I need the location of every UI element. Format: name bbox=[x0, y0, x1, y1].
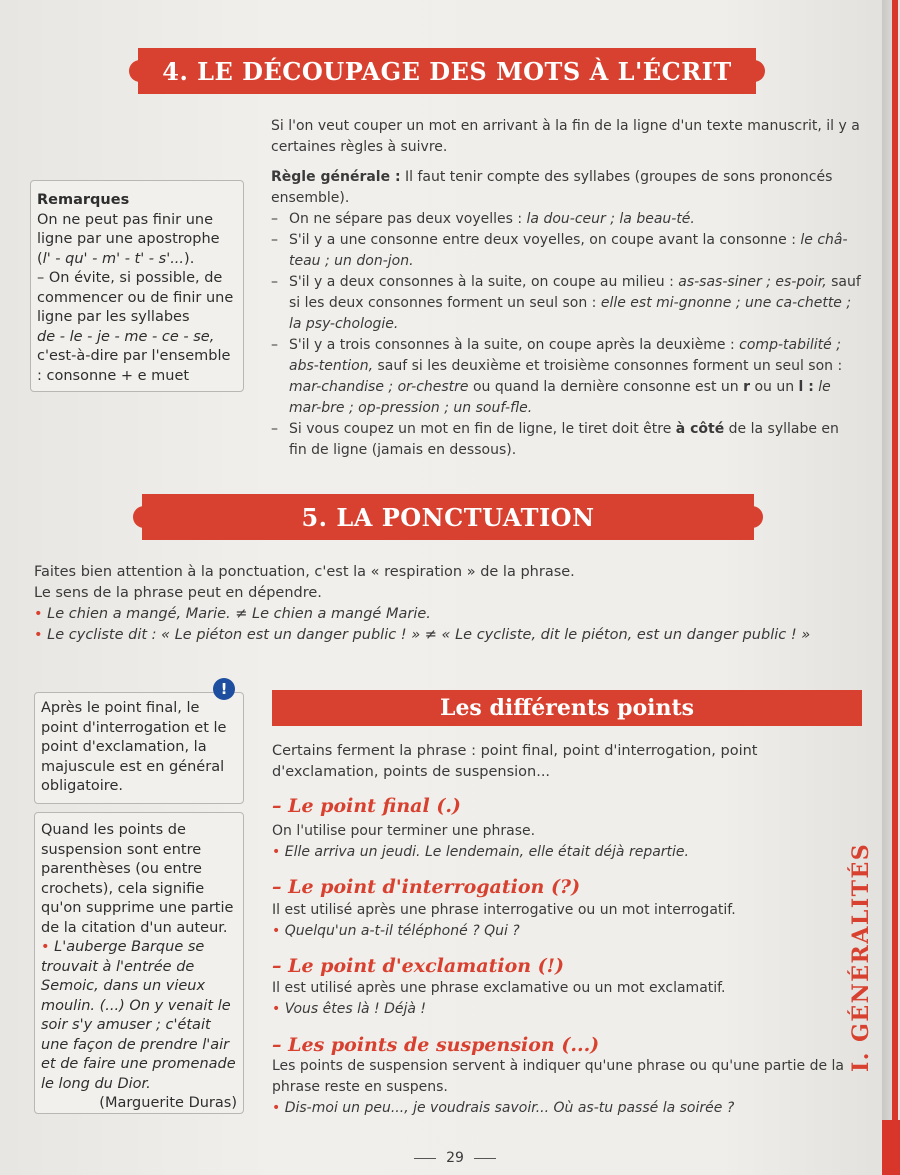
rule-item: – Si vous coupez un mot en fin de ligne, le tiret doit être à côté de la syllabe en fin de ligne (jamais en dessous). bbox=[271, 419, 861, 461]
rule-list bbox=[271, 209, 861, 461]
section-5-banner bbox=[142, 494, 754, 540]
remarques-title: Remarques bbox=[37, 192, 130, 208]
quote-intro: Quand les points de suspension sont entre parenthèses (ou entre crochets), cela signifie qu'on supprime une partie de la citation d'un auteur. bbox=[41, 822, 234, 936]
rule-item: – On ne sépare pas deux voyelles : la dou-ceur ; la beau-té. bbox=[271, 209, 861, 230]
section-4-rules bbox=[271, 167, 861, 461]
section-4-intro: Si l'on veut couper un mot en arrivant à la fin de la ligne d'un texte manuscrit, il y a certaines règles à suivre. bbox=[271, 118, 860, 155]
point-final-text: On l'utilise pour terminer une phrase. • Elle arriva un jeudi. Le lendemain, elle était déjà repartie. bbox=[272, 823, 689, 860]
section-5-line1: Faites bien attention à la ponctuation, c'est la « respiration » de la phrase. bbox=[34, 564, 575, 580]
remarques-text: On ne peut pas finir une ligne par une apostrophe (l' - qu' - m' - t' - s'...). – On évite, si possible, de commencer ou de finir une ligne par les syllabes de - le - je - me - ce - se, c'est-à-dire par l'ensemble : consonne + e muet bbox=[37, 211, 234, 384]
section-4-banner bbox=[138, 48, 756, 94]
rule-item: – S'il y a une consonne entre deux voyelles, on coupe avant la consonne : le châ-teau ; un don-jon. bbox=[271, 230, 861, 272]
section-5-intro bbox=[34, 562, 834, 646]
rule-label: Règle générale : bbox=[271, 169, 401, 185]
section-5-line2: Le sens de la phrase peut en dépendre. bbox=[34, 585, 322, 601]
section-5-example2: • Le cycliste dit : « Le piéton est un danger public ! » ≠ « Le cycliste, dit le piéton, est un danger public ! » bbox=[34, 627, 811, 643]
chapter-side-title: I. GÉNÉRALITÉS bbox=[848, 842, 874, 1072]
general-rule bbox=[271, 167, 861, 209]
remarques-box bbox=[30, 180, 244, 392]
chapter-strip bbox=[892, 0, 898, 1175]
points-suspension-text: Les points de suspension servent à indiquer qu'une phrase ou qu'une partie de la phrase reste en suspens. • Dis-moi un peu..., je voudrais savoir... Où as-tu passé la soirée ? bbox=[272, 1058, 844, 1116]
section-5-title: 5. LA PONCTUATION bbox=[301, 502, 595, 532]
quote-box bbox=[34, 812, 244, 1114]
points-title: Les différents points bbox=[439, 695, 695, 721]
points-intro: Certains ferment la phrase : point final, point d'interrogation, point d'exclamation, points de suspension... bbox=[272, 743, 758, 780]
points-banner bbox=[272, 690, 862, 726]
exclamation-icon: ! bbox=[213, 678, 235, 700]
quote-text: • L'auberge Barque se trouvait à l'entrée de Semoic, dans un vieux moulin. (...) On y venait le soir s'y amuser ; c'était une façon de prendre l'air et de faire une promenade le long du Dior. bbox=[41, 939, 236, 1092]
rule-item: – S'il y a deux consonnes à la suite, on coupe au milieu : as-sas-siner ; es-poir, sauf si les deux consonnes forment un seul son : elle est mi-gnonne ; une ca-chette ; la psy-chologie. bbox=[271, 272, 861, 335]
rule-text: Il faut tenir compte des syllabes (groupes de sons prononcés ensemble). bbox=[271, 169, 833, 206]
rule-item: – S'il y a trois consonnes à la suite, on coupe après la deuxième : comp-tabilité ; abs-tention, sauf si les deuxième et troisième consonnes forment un seul son : mar-chandise ; or-chestre ou quand la dernière consonne est un r ou un l : le mar-bre ; op-pression ; un souf-fle. bbox=[271, 335, 861, 419]
point-interrogation-heading: – Le point d'interrogation (?) bbox=[272, 876, 581, 898]
section-5-example1: • Le chien a mangé, Marie. ≠ Le chien a mangé Marie. bbox=[34, 606, 431, 622]
chapter-tab bbox=[882, 1120, 900, 1175]
point-final-heading: – Le point final (.) bbox=[272, 795, 461, 817]
note-box bbox=[34, 692, 244, 804]
note-text: Après le point final, le point d'interrogation et le point d'exclamation, la majuscule est en général obligatoire. bbox=[41, 700, 227, 794]
point-exclamation-text: Il est utilisé après une phrase exclamative ou un mot exclamatif. • Vous êtes là ! Déjà ! bbox=[272, 980, 726, 1017]
page-number: 29 bbox=[400, 1150, 510, 1166]
point-interrogation-text: Il est utilisé après une phrase interrogative ou un mot interrogatif. • Quelqu'un a-t-il téléphoné ? Qui ? bbox=[272, 902, 736, 939]
section-4-title: 4. LE DÉCOUPAGE DES MOTS À L'ÉCRIT bbox=[162, 56, 732, 86]
point-exclamation-heading: – Le point d'exclamation (!) bbox=[272, 955, 565, 977]
points-suspension-heading: – Les points de suspension (...) bbox=[272, 1034, 600, 1056]
quote-author: (Marguerite Duras) bbox=[99, 1095, 237, 1111]
